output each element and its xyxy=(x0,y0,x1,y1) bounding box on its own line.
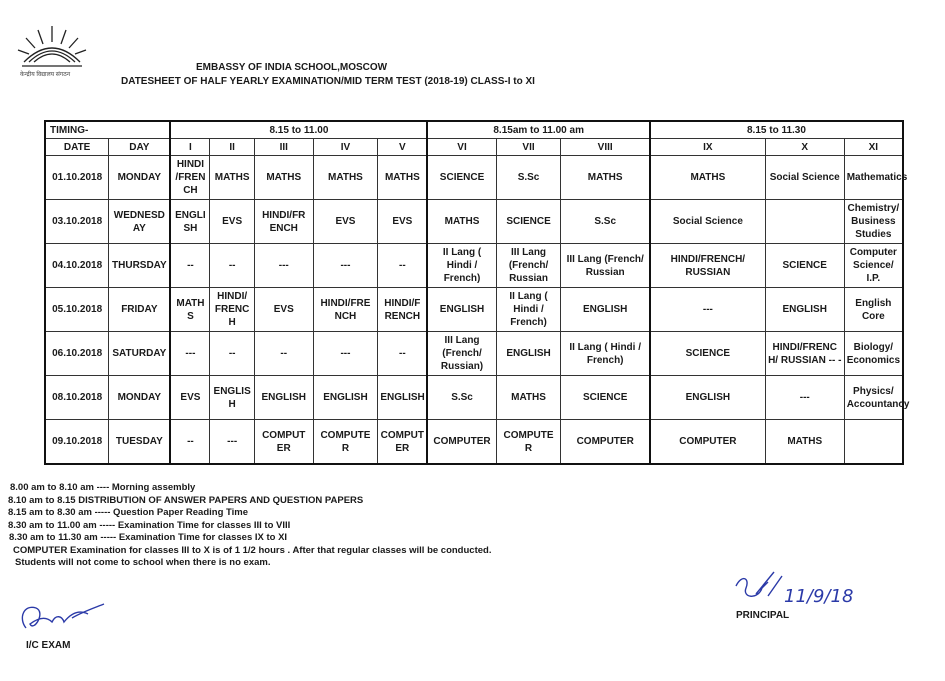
subject-cell: --- xyxy=(210,420,255,465)
subject-cell: COMPUTER xyxy=(427,420,496,465)
subject-cell: ENGLISH xyxy=(650,376,765,420)
subject-cell: -- xyxy=(378,244,428,288)
subject-cell: ENGLISH xyxy=(496,332,561,376)
subject-cell: Physics/ Accountancy xyxy=(844,376,903,420)
subject-cell: II Lang ( Hindi / French) xyxy=(496,288,561,332)
day-header: DAY xyxy=(109,139,171,156)
row-date: 06.10.2018 xyxy=(45,332,109,376)
note-line: 8.30 am to 11.00 am ----- Examination Time for classes III to VIII xyxy=(8,519,291,531)
subject-cell: COMPUTER xyxy=(561,420,650,465)
subject-cell: --- xyxy=(170,332,209,376)
subject-cell: HINDI/FRENCH/ RUSSIAN xyxy=(650,244,765,288)
subject-cell: -- xyxy=(378,332,428,376)
table-row xyxy=(45,376,903,420)
subject-cell: HINDI /FREN CH xyxy=(170,156,209,200)
subject-cell: COMPUT ER xyxy=(378,420,428,465)
subject-cell: --- xyxy=(313,244,378,288)
subject-cell: EVS xyxy=(313,200,378,244)
table-row xyxy=(45,332,903,376)
subject-cell: --- xyxy=(650,288,765,332)
class-header: I xyxy=(170,139,209,156)
subject-cell: HINDI/F RENCH xyxy=(378,288,428,332)
subject-cell: COMPUT ER xyxy=(254,420,313,465)
subject-cell: HINDI/FRE NCH xyxy=(313,288,378,332)
row-date: 05.10.2018 xyxy=(45,288,109,332)
subject-cell: MATHS xyxy=(496,376,561,420)
subject-cell: --- xyxy=(765,376,844,420)
row-day: TUESDAY xyxy=(109,420,171,465)
note-line: 8.30 am to 11.30 am ----- Examination Time for classes IX to XI xyxy=(9,532,288,543)
subject-cell: ENGLISH xyxy=(765,288,844,332)
subject-cell: COMPUTE R xyxy=(313,420,378,465)
subject-cell: SCIENCE xyxy=(561,376,650,420)
class-header: VIII xyxy=(561,139,650,156)
subject-cell: Mathematics xyxy=(844,156,903,200)
note-line: COMPUTER Examination for classes III to X is of 1 1/2 hours . After that regular classes will be conducted. xyxy=(13,544,492,556)
table-row xyxy=(45,156,903,200)
subject-cell: ENGLISH xyxy=(254,376,313,420)
subject-cell: SCIENCE xyxy=(427,156,496,200)
row-day: WEDNESD AY xyxy=(109,200,171,244)
subject-cell: III Lang (French/ Russian xyxy=(496,244,561,288)
timing-middle: 8.15am to 11.00 am xyxy=(427,121,650,139)
class-header: X xyxy=(765,139,844,156)
note-line: 8.15 am to 8.30 am ----- Question Paper Reading Time xyxy=(8,507,249,518)
subject-cell: HINDI/FR ENCH xyxy=(254,200,313,244)
subject-cell: Social Science xyxy=(650,200,765,244)
subject-cell: II Lang ( Hindi / French) xyxy=(561,332,650,376)
principal-label: PRINCIPAL xyxy=(736,610,790,621)
table-row xyxy=(45,244,903,288)
timing-label: TIMING- xyxy=(45,121,170,139)
subject-cell: -- xyxy=(254,332,313,376)
subject-cell: SCIENCE xyxy=(650,332,765,376)
subject-cell: ENGLISH xyxy=(427,288,496,332)
table-row xyxy=(45,420,903,465)
subject-cell: S.Sc xyxy=(427,376,496,420)
class-header: VII xyxy=(496,139,561,156)
ic-exam-label: I/C EXAM xyxy=(26,640,71,651)
subject-cell: SCIENCE xyxy=(765,244,844,288)
subject-cell: ENGLISH xyxy=(313,376,378,420)
subject-cell: EVS xyxy=(254,288,313,332)
subject-cell: SCIENCE xyxy=(496,200,561,244)
timing-row xyxy=(45,121,903,139)
class-header: II xyxy=(210,139,255,156)
subject-cell: MATHS xyxy=(254,156,313,200)
row-date: 01.10.2018 xyxy=(45,156,109,200)
subject-cell: EVS xyxy=(170,376,209,420)
subject-cell: Biology/ Economics xyxy=(844,332,903,376)
subject-cell: MATHS xyxy=(650,156,765,200)
class-header: VI xyxy=(427,139,496,156)
ic-exam-signature xyxy=(16,598,106,638)
document-title: DATESHEET OF HALF YEARLY EXAMINATION/MID TERM TEST (2018-19) CLASS-I to XI xyxy=(121,76,535,87)
subject-cell: Social Science xyxy=(765,156,844,200)
row-date: 03.10.2018 xyxy=(45,200,109,244)
subject-cell: English Core xyxy=(844,288,903,332)
row-day: FRIDAY xyxy=(109,288,171,332)
table-row xyxy=(45,288,903,332)
row-day: SATURDAY xyxy=(109,332,171,376)
subject-cell xyxy=(844,420,903,465)
subject-cell: MATH S xyxy=(170,288,209,332)
subject-cell: MATHS xyxy=(427,200,496,244)
subject-cell: EVS xyxy=(378,200,428,244)
row-date: 08.10.2018 xyxy=(45,376,109,420)
subject-cell xyxy=(765,200,844,244)
class-header: XI xyxy=(844,139,903,156)
row-day: MONDAY xyxy=(109,156,171,200)
principal-signature-date: 11/9/18 xyxy=(784,586,854,607)
row-date: 09.10.2018 xyxy=(45,420,109,465)
subject-cell: COMPUTER xyxy=(650,420,765,465)
note-line: 8.10 am to 8.15 DISTRIBUTION OF ANSWER PAPERS AND QUESTION PAPERS xyxy=(8,494,364,506)
row-day: THURSDAY xyxy=(109,244,171,288)
column-header-row xyxy=(45,139,903,156)
principal-signature xyxy=(728,566,868,616)
subject-cell: MATHS xyxy=(378,156,428,200)
subject-cell: COMPUTE R xyxy=(496,420,561,465)
datesheet-table xyxy=(44,120,910,465)
note-line: Students will not come to school when there is no exam. xyxy=(15,557,271,568)
date-header: DATE xyxy=(45,139,109,156)
subject-cell: HINDI/ FRENC H xyxy=(210,288,255,332)
subject-cell: -- xyxy=(210,332,255,376)
subject-cell: MATHS xyxy=(210,156,255,200)
class-header: IV xyxy=(313,139,378,156)
subject-cell: Chemistry/ Business Studies xyxy=(844,200,903,244)
note-line: 8.00 am to 8.10 am ---- Morning assembly xyxy=(10,482,196,493)
exam-notes xyxy=(8,482,491,570)
subject-cell: HINDI/FRENC H/ RUSSIAN -- - xyxy=(765,332,844,376)
subject-cell: ENGLISH xyxy=(561,288,650,332)
row-date: 04.10.2018 xyxy=(45,244,109,288)
subject-cell: MATHS xyxy=(561,156,650,200)
subject-cell: III Lang (French/ Russian xyxy=(561,244,650,288)
table-row xyxy=(45,200,903,244)
timing-primary: 8.15 to 11.00 xyxy=(170,121,427,139)
timing-senior: 8.15 to 11.30 xyxy=(650,121,903,139)
subject-cell: S.Sc xyxy=(496,156,561,200)
subject-cell: MATHS xyxy=(765,420,844,465)
subject-cell: ENGLISH xyxy=(378,376,428,420)
logo-caption: केन्द्रीय विद्यालय संगठन xyxy=(20,72,71,78)
subject-cell: ENGLI SH xyxy=(170,200,209,244)
subject-cell: -- xyxy=(170,244,209,288)
subject-cell: EVS xyxy=(210,200,255,244)
subject-cell: ENGLIS H xyxy=(210,376,255,420)
subject-cell: S.Sc xyxy=(561,200,650,244)
class-header: III xyxy=(254,139,313,156)
subject-cell: Computer Science/ I.P. xyxy=(844,244,903,288)
subject-cell: II Lang ( Hindi / French) xyxy=(427,244,496,288)
subject-cell: -- xyxy=(170,420,209,465)
subject-cell: MATHS xyxy=(313,156,378,200)
subject-cell: III Lang (French/ Russian) xyxy=(427,332,496,376)
subject-cell: --- xyxy=(254,244,313,288)
class-header: V xyxy=(378,139,428,156)
school-name: EMBASSY OF INDIA SCHOOL,MOSCOW xyxy=(196,62,388,73)
subject-cell: -- xyxy=(210,244,255,288)
subject-cell: --- xyxy=(313,332,378,376)
row-day: MONDAY xyxy=(109,376,171,420)
class-header: IX xyxy=(650,139,765,156)
